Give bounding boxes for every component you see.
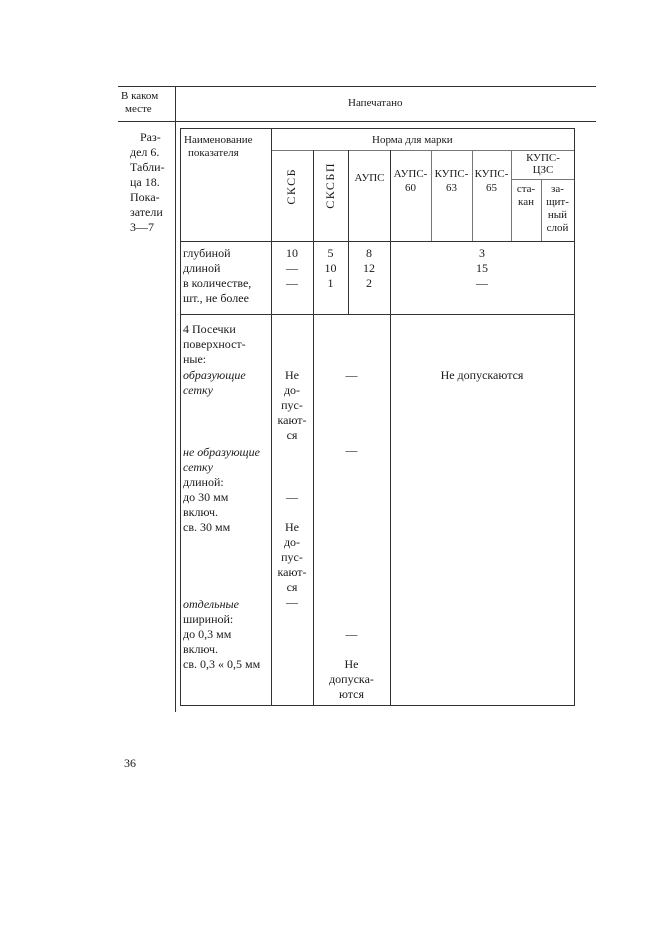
block1-rest-3: — (476, 276, 488, 290)
mid-not-allowed-1: Не (344, 657, 359, 671)
mark-kups63-2: 63 (446, 182, 457, 194)
norm-header: Норма для марки (372, 134, 453, 146)
col-divider-aups (390, 150, 391, 705)
block1-label-2: длиной (183, 261, 221, 275)
block1-rest-1: 3 (479, 246, 485, 260)
header-top-rule (118, 86, 596, 87)
block1-label-3: в количестве, (183, 276, 252, 290)
norm-header-rule (271, 150, 575, 151)
not-forming-dash: — (345, 443, 358, 457)
block2-width-2: до 0,3 мм (183, 627, 232, 641)
block1-aups-3: 2 (366, 276, 372, 290)
table-top-rule (180, 128, 575, 129)
mid-not-allowed-2: допуска- (329, 672, 374, 686)
skcb-not-allowed2-3: пус- (281, 550, 303, 564)
block1-rest-2: 15 (476, 261, 488, 275)
forming-rest-not-allowed: Не допускаются (440, 368, 524, 382)
mark-protect-4: слой (546, 222, 569, 234)
width-upto03-dash: — (345, 627, 358, 641)
block2-separate: отдельные (183, 597, 240, 611)
block1-skcbp-3: 1 (327, 276, 334, 290)
block2-forming-1: образующие (183, 368, 246, 382)
section-ref-6: затели (130, 205, 163, 219)
block2-length-4: св. 30 мм (183, 520, 231, 534)
header-col-place-2: месте (125, 103, 152, 115)
block1-skcb-3: — (286, 276, 298, 290)
mark-kupszc-1: КУПС- (526, 152, 560, 164)
skcb-not-allowed2-5: ся (286, 580, 298, 594)
kupszc-split-rule (511, 179, 575, 180)
mark-aups60-1: АУПС- (393, 168, 428, 180)
block1-skcb-1: 10 (286, 246, 298, 260)
mark-glass-2: кан (518, 196, 534, 208)
header-col-place-1: В каком (121, 90, 159, 102)
skcb-not-allowed2-2: до- (283, 535, 301, 549)
section-ref-3: Табли- (130, 160, 165, 174)
page-number: 36 (124, 756, 136, 770)
block2-length-1: длиной: (183, 475, 224, 489)
col-divider-skcb (313, 150, 314, 705)
length-upto30-skcb-dash: — (286, 490, 298, 504)
block1-label-1: глубиной (183, 246, 231, 260)
mark-aups: АУПС (354, 172, 385, 184)
mark-kupszc-2: ЦЗС (532, 164, 554, 176)
mark-kups65-1: КУПС- (474, 168, 509, 180)
block2-not-forming-2: сетку (183, 460, 213, 474)
block1-skcbp-2: 10 (324, 261, 337, 275)
col-divider-aups60 (431, 150, 432, 241)
block2-width-3: включ. (183, 642, 219, 656)
header-col-printed: Напечатано (348, 97, 403, 109)
skcb-not-allowed2-1: Не (285, 520, 299, 534)
mark-aups60-2: 60 (405, 182, 416, 194)
block2-length-2: до 30 мм (183, 490, 229, 504)
block2-title-1: 4 Посечки (183, 322, 236, 336)
table-bottom-rule (180, 705, 575, 706)
skcb-not-allowed2-4: кают- (277, 565, 307, 579)
skcb-not-allowed-3: пус- (281, 398, 303, 412)
header-bottom-rule (118, 121, 596, 122)
block1-label-4: шт., не более (183, 291, 249, 305)
block1-skcb-2: — (286, 261, 298, 275)
block1-aups-1: 8 (366, 246, 372, 260)
table-header-bottom-rule (180, 241, 575, 242)
section-ref-2: дел 6. (130, 145, 160, 159)
block1-aups-2: 12 (363, 261, 375, 275)
mark-glass-1: ста- (516, 183, 536, 195)
block2-width-4: св. 0,3 « 0,5 мм (183, 657, 261, 671)
table-left-border (180, 128, 181, 705)
mark-kups63-1: КУПС- (434, 168, 469, 180)
section-ref-4: ца 18. (130, 175, 160, 189)
mark-protect-3: ный (547, 209, 568, 221)
block2-forming-2: сетку (183, 383, 213, 397)
indicator-header-1: Наименование (184, 134, 253, 146)
section-ref-1: Раз- (140, 130, 161, 144)
skcb-not-allowed-2: до- (283, 383, 301, 397)
col-divider-kups63 (472, 150, 473, 241)
mark-skcbp: СКСБП (323, 162, 337, 209)
skcb-not-allowed-4: кают- (277, 413, 307, 427)
indicator-header-2: показателя (188, 147, 239, 159)
block1-skcbp-1: 5 (327, 246, 334, 260)
separate-skcb-dash: — (286, 595, 298, 609)
mark-protect-1: за- (551, 183, 564, 195)
block2-title-2: поверхност- (183, 337, 246, 351)
block2-not-forming-1: не образующие (183, 445, 260, 459)
block2-title-3: ные: (183, 352, 207, 366)
table-right-border (574, 128, 575, 705)
mid-not-allowed-3: ются (338, 687, 365, 701)
header-divider (175, 86, 176, 712)
mark-kups65-2: 65 (486, 182, 497, 194)
mark-skcb: СКСБ (284, 168, 298, 205)
table-block1-bottom-rule (180, 314, 575, 315)
section-ref-5: Пока- (130, 190, 160, 204)
block2-length-3: включ. (183, 505, 219, 519)
section-ref-7: 3—7 (130, 220, 154, 234)
skcb-not-allowed-1: Не (285, 368, 299, 382)
block2-width-1: шириной: (183, 612, 234, 626)
mark-protect-2: щит- (546, 196, 569, 208)
skcb-not-allowed-5: ся (286, 428, 298, 442)
forming-skcbp-aups-dash: — (345, 368, 358, 382)
